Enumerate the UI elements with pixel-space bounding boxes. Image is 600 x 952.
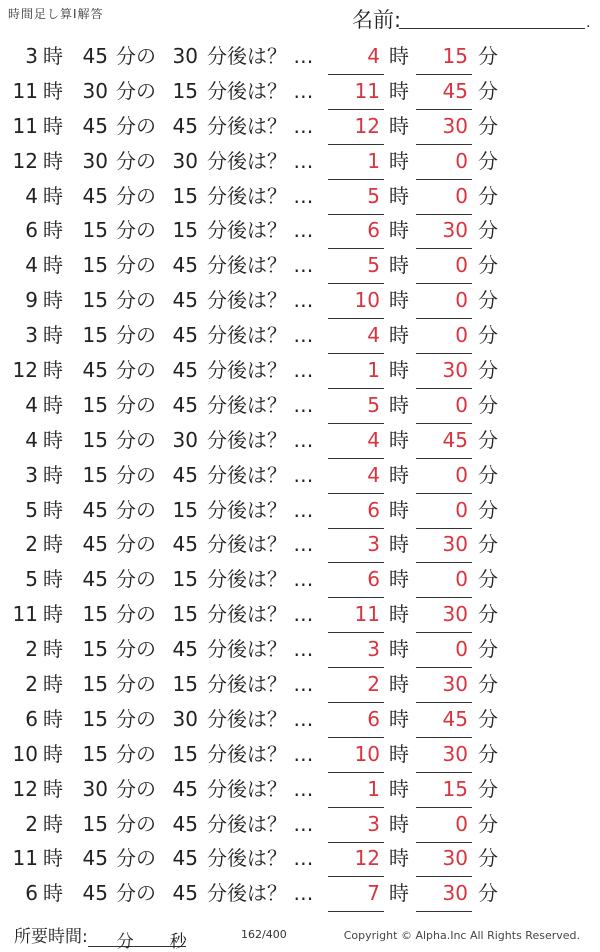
minute-of-label: 分の <box>116 113 156 138</box>
answer-minute[interactable]: 30 <box>416 114 472 145</box>
start-hour: 11 <box>12 602 38 627</box>
hour-unit: 時 <box>43 323 63 348</box>
answer-hour-unit: 時 <box>389 532 409 557</box>
problem-row <box>0 389 600 424</box>
minute-of-label: 分の <box>116 427 156 452</box>
added-minutes: 45 <box>172 881 198 906</box>
start-hour: 6 <box>25 706 38 731</box>
answer-minute[interactable]: 0 <box>416 323 472 354</box>
start-hour: 4 <box>25 183 38 208</box>
problem-row <box>0 842 600 877</box>
problem-row <box>0 459 600 494</box>
answer-minute[interactable]: 30 <box>416 846 472 877</box>
answer-hour[interactable]: 10 <box>328 742 384 773</box>
answer-hour-unit: 時 <box>389 881 409 906</box>
answer-minute-unit: 分 <box>478 637 498 662</box>
answer-minute-unit: 分 <box>478 881 498 906</box>
problem-row <box>0 808 600 843</box>
answer-hour[interactable]: 6 <box>328 498 384 529</box>
problem-row <box>0 877 600 912</box>
answer-minute-unit: 分 <box>478 113 498 138</box>
minute-of-label: 分の <box>116 846 156 871</box>
added-minutes: 30 <box>172 706 198 731</box>
answer-minute-unit: 分 <box>478 148 498 173</box>
answer-hour-unit: 時 <box>389 288 409 313</box>
copyright-notice: Copyright © Alpha.Inc All Rights Reserved. <box>343 929 580 942</box>
answer-hour-unit: 時 <box>389 811 409 836</box>
answer-hour[interactable]: 11 <box>328 602 384 633</box>
problem-row <box>0 494 600 529</box>
page-number: 162/400 <box>241 928 287 941</box>
answer-hour[interactable]: 11 <box>328 79 384 110</box>
problem-row <box>0 249 600 284</box>
seconds-unit: 秒 <box>169 932 187 952</box>
answer-minute[interactable]: 30 <box>416 532 472 563</box>
answer-minute[interactable]: 30 <box>416 218 472 249</box>
answer-minute-unit: 分 <box>478 358 498 383</box>
answer-hour[interactable]: 6 <box>328 707 384 738</box>
minute-of-label: 分の <box>116 532 156 557</box>
start-minute: 45 <box>82 846 108 871</box>
hour-unit: 時 <box>43 706 63 731</box>
start-hour: 6 <box>25 881 38 906</box>
start-minute: 15 <box>82 392 108 417</box>
minute-of-label: 分の <box>116 358 156 383</box>
minutes-later-label: 分後は？ … <box>207 846 314 871</box>
start-minute: 45 <box>82 567 108 592</box>
added-minutes: 45 <box>172 253 198 278</box>
hour-unit: 時 <box>43 218 63 243</box>
added-minutes: 15 <box>172 78 198 103</box>
problem-row <box>0 214 600 249</box>
answer-minute[interactable]: 45 <box>416 428 472 459</box>
start-minute: 15 <box>82 637 108 662</box>
problem-row <box>0 738 600 773</box>
start-minute: 15 <box>82 218 108 243</box>
answer-minute[interactable]: 0 <box>416 812 472 843</box>
hour-unit: 時 <box>43 637 63 662</box>
start-hour: 10 <box>12 741 38 766</box>
hour-unit: 時 <box>43 392 63 417</box>
added-minutes: 45 <box>172 637 198 662</box>
minutes-later-label: 分後は？ … <box>207 323 314 348</box>
answer-hour-unit: 時 <box>389 741 409 766</box>
start-minute: 15 <box>82 706 108 731</box>
minute-of-label: 分の <box>116 741 156 766</box>
hour-unit: 時 <box>43 462 63 487</box>
answer-hour-unit: 時 <box>389 846 409 871</box>
start-hour: 3 <box>25 323 38 348</box>
answer-minute-unit: 分 <box>478 497 498 522</box>
minute-of-label: 分の <box>116 706 156 731</box>
hour-unit: 時 <box>43 672 63 697</box>
answer-hour[interactable]: 10 <box>328 288 384 319</box>
minutes-later-label: 分後は？ … <box>207 218 314 243</box>
added-minutes: 45 <box>172 288 198 313</box>
answer-hour-unit: 時 <box>389 113 409 138</box>
answer-hour[interactable]: 4 <box>328 323 384 354</box>
answer-hour-unit: 時 <box>389 776 409 801</box>
answer-minute[interactable]: 0 <box>416 149 472 180</box>
start-minute: 15 <box>82 462 108 487</box>
answer-minute-unit: 分 <box>478 288 498 313</box>
answer-minute[interactable]: 0 <box>416 253 472 284</box>
minute-of-label: 分の <box>116 392 156 417</box>
minute-of-label: 分の <box>116 672 156 697</box>
minutes-later-label: 分後は？ … <box>207 392 314 417</box>
answer-minute-unit: 分 <box>478 532 498 557</box>
problem-row <box>0 424 600 459</box>
minutes-later-label: 分後は？ … <box>207 811 314 836</box>
start-minute: 45 <box>82 532 108 557</box>
start-hour: 4 <box>25 253 38 278</box>
start-minute: 15 <box>82 811 108 836</box>
answer-hour-unit: 時 <box>389 392 409 417</box>
answer-hour-unit: 時 <box>389 637 409 662</box>
answer-minute[interactable]: 0 <box>416 567 472 598</box>
start-minute: 45 <box>82 881 108 906</box>
name-underline[interactable] <box>399 28 585 29</box>
elapsed-time-label: 所要時間: <box>14 927 88 947</box>
start-hour: 9 <box>25 288 38 313</box>
start-hour: 12 <box>12 358 38 383</box>
answer-minute[interactable]: 30 <box>416 881 472 912</box>
answer-hour-unit: 時 <box>389 148 409 173</box>
answer-minute-unit: 分 <box>478 78 498 103</box>
name-period: . <box>586 15 591 31</box>
hour-unit: 時 <box>43 253 63 278</box>
hour-unit: 時 <box>43 358 63 383</box>
problem-row <box>0 528 600 563</box>
answer-minute-unit: 分 <box>478 811 498 836</box>
answer-minute-unit: 分 <box>478 602 498 627</box>
answer-hour[interactable]: 12 <box>328 846 384 877</box>
minute-of-label: 分の <box>116 148 156 173</box>
answer-hour[interactable]: 3 <box>328 637 384 668</box>
added-minutes: 45 <box>172 776 198 801</box>
minutes-later-label: 分後は？ … <box>207 672 314 697</box>
elapsed-time-blank[interactable] <box>88 928 187 952</box>
minute-of-label: 分の <box>116 183 156 208</box>
answer-hour[interactable]: 6 <box>328 218 384 249</box>
answer-minute-unit: 分 <box>478 567 498 592</box>
problem-row <box>0 703 600 738</box>
hour-unit: 時 <box>43 567 63 592</box>
problem-row <box>0 598 600 633</box>
answer-hour-unit: 時 <box>389 567 409 592</box>
problem-row <box>0 75 600 110</box>
start-minute: 15 <box>82 602 108 627</box>
start-minute: 45 <box>82 497 108 522</box>
start-hour: 11 <box>12 846 38 871</box>
answer-minute-unit: 分 <box>478 846 498 871</box>
minutes-later-label: 分後は？ … <box>207 358 314 383</box>
answer-hour[interactable]: 7 <box>328 881 384 912</box>
problem-row <box>0 354 600 389</box>
start-hour: 5 <box>25 497 38 522</box>
answer-minute[interactable]: 0 <box>416 288 472 319</box>
problem-row <box>0 319 600 354</box>
start-minute: 15 <box>82 323 108 348</box>
hour-unit: 時 <box>43 532 63 557</box>
start-minute: 15 <box>82 253 108 278</box>
problem-row <box>0 40 600 75</box>
start-hour: 4 <box>25 427 38 452</box>
added-minutes: 30 <box>172 44 198 68</box>
added-minutes: 45 <box>172 811 198 836</box>
answer-minute[interactable]: 0 <box>416 498 472 529</box>
added-minutes: 45 <box>172 358 198 383</box>
minutes-later-label: 分後は？ … <box>207 602 314 627</box>
answer-hour-unit: 時 <box>389 358 409 383</box>
answer-minute-unit: 分 <box>478 253 498 278</box>
worksheet-title: 時間足し算I解答 <box>8 7 104 21</box>
start-minute: 45 <box>82 44 108 68</box>
answer-hour-unit: 時 <box>389 672 409 697</box>
added-minutes: 15 <box>172 183 198 208</box>
answer-hour[interactable]: 2 <box>328 672 384 703</box>
hour-unit: 時 <box>43 776 63 801</box>
hour-unit: 時 <box>43 846 63 871</box>
start-hour: 2 <box>25 637 38 662</box>
start-hour: 3 <box>25 462 38 487</box>
hour-unit: 時 <box>43 427 63 452</box>
added-minutes: 15 <box>172 218 198 243</box>
answer-minute-unit: 分 <box>478 44 498 68</box>
added-minutes: 45 <box>172 846 198 871</box>
answer-hour-unit: 時 <box>389 462 409 487</box>
added-minutes: 15 <box>172 567 198 592</box>
name-label: 名前: <box>352 8 402 32</box>
added-minutes: 45 <box>172 323 198 348</box>
minutes-later-label: 分後は？ … <box>207 113 314 138</box>
elapsed-time-field <box>14 922 187 952</box>
answer-minute[interactable]: 0 <box>416 393 472 424</box>
minute-of-label: 分の <box>116 462 156 487</box>
answer-minute[interactable]: 30 <box>416 358 472 389</box>
minutes-later-label: 分後は？ … <box>207 532 314 557</box>
answer-hour[interactable]: 3 <box>328 812 384 843</box>
answer-hour[interactable]: 12 <box>328 114 384 145</box>
problem-row <box>0 773 600 808</box>
answer-minute-unit: 分 <box>478 776 498 801</box>
start-hour: 2 <box>25 532 38 557</box>
answer-hour-unit: 時 <box>389 323 409 348</box>
hour-unit: 時 <box>43 288 63 313</box>
answer-minute-unit: 分 <box>478 323 498 348</box>
minutes-later-label: 分後は？ … <box>207 637 314 662</box>
hour-unit: 時 <box>43 78 63 103</box>
answer-hour-unit: 時 <box>389 497 409 522</box>
answer-hour[interactable]: 5 <box>328 253 384 284</box>
minutes-later-label: 分後は？ … <box>207 44 314 68</box>
start-minute: 45 <box>82 113 108 138</box>
answer-hour[interactable]: 4 <box>328 428 384 459</box>
start-minute: 15 <box>82 741 108 766</box>
answer-minute-unit: 分 <box>478 672 498 697</box>
minute-of-label: 分の <box>116 78 156 103</box>
answer-hour[interactable]: 6 <box>328 567 384 598</box>
hour-unit: 時 <box>43 183 63 208</box>
answer-hour-unit: 時 <box>389 706 409 731</box>
minutes-later-label: 分後は？ … <box>207 881 314 906</box>
answer-hour-unit: 時 <box>389 183 409 208</box>
answer-hour[interactable]: 4 <box>328 44 384 75</box>
minutes-later-label: 分後は？ … <box>207 462 314 487</box>
minute-of-label: 分の <box>116 811 156 836</box>
answer-hour[interactable]: 1 <box>328 358 384 389</box>
answer-minute[interactable]: 30 <box>416 602 472 633</box>
start-hour: 6 <box>25 218 38 243</box>
added-minutes: 45 <box>172 532 198 557</box>
answer-minute-unit: 分 <box>478 392 498 417</box>
added-minutes: 45 <box>172 462 198 487</box>
name-field[interactable] <box>352 4 590 30</box>
minutes-later-label: 分後は？ … <box>207 741 314 766</box>
added-minutes: 15 <box>172 741 198 766</box>
minutes-later-label: 分後は？ … <box>207 253 314 278</box>
minute-of-label: 分の <box>116 44 156 68</box>
start-hour: 11 <box>12 113 38 138</box>
answer-hour[interactable]: 5 <box>328 393 384 424</box>
answer-minute-unit: 分 <box>478 462 498 487</box>
answer-hour[interactable]: 1 <box>328 149 384 180</box>
minutes-later-label: 分後は？ … <box>207 427 314 452</box>
answer-minute-unit: 分 <box>478 706 498 731</box>
minute-of-label: 分の <box>116 218 156 243</box>
start-minute: 15 <box>82 427 108 452</box>
minutes-later-label: 分後は？ … <box>207 706 314 731</box>
answer-minute-unit: 分 <box>478 218 498 243</box>
answer-minute[interactable]: 45 <box>416 707 472 738</box>
answer-hour[interactable]: 3 <box>328 532 384 563</box>
answer-hour-unit: 時 <box>389 427 409 452</box>
answer-minute[interactable]: 0 <box>416 184 472 215</box>
minutes-later-label: 分後は？ … <box>207 567 314 592</box>
answer-minute[interactable]: 30 <box>416 672 472 703</box>
problem-row <box>0 145 600 180</box>
answer-minute-unit: 分 <box>478 741 498 766</box>
added-minutes: 30 <box>172 148 198 173</box>
minutes-later-label: 分後は？ … <box>207 288 314 313</box>
answer-hour[interactable]: 1 <box>328 777 384 808</box>
answer-hour-unit: 時 <box>389 78 409 103</box>
minute-of-label: 分の <box>116 776 156 801</box>
answer-minute-unit: 分 <box>478 427 498 452</box>
minutes-later-label: 分後は？ … <box>207 183 314 208</box>
minute-of-label: 分の <box>116 323 156 348</box>
start-hour: 5 <box>25 567 38 592</box>
minutes-later-label: 分後は？ … <box>207 78 314 103</box>
problem-row <box>0 110 600 145</box>
answer-hour-unit: 時 <box>389 602 409 627</box>
minute-of-label: 分の <box>116 602 156 627</box>
answer-minute[interactable]: 45 <box>416 79 472 110</box>
problem-row <box>0 284 600 319</box>
answer-minute[interactable]: 0 <box>416 637 472 668</box>
added-minutes: 45 <box>172 113 198 138</box>
start-hour: 12 <box>12 148 38 173</box>
minute-of-label: 分の <box>116 567 156 592</box>
minute-of-label: 分の <box>116 253 156 278</box>
minute-of-label: 分の <box>116 288 156 313</box>
start-hour: 11 <box>12 78 38 103</box>
minutes-unit: 分 <box>116 932 134 952</box>
answer-hour-unit: 時 <box>389 44 409 68</box>
minute-of-label: 分の <box>116 881 156 906</box>
start-hour: 12 <box>12 776 38 801</box>
hour-unit: 時 <box>43 44 63 68</box>
start-minute: 30 <box>82 78 108 103</box>
start-minute: 30 <box>82 148 108 173</box>
answer-hour-unit: 時 <box>389 218 409 243</box>
problem-row <box>0 563 600 598</box>
problem-row <box>0 633 600 668</box>
answer-hour[interactable]: 4 <box>328 463 384 494</box>
hour-unit: 時 <box>43 113 63 138</box>
problem-row <box>0 180 600 215</box>
added-minutes: 15 <box>172 602 198 627</box>
start-minute: 15 <box>82 672 108 697</box>
hour-unit: 時 <box>43 148 63 173</box>
problem-list <box>0 40 600 912</box>
answer-hour[interactable]: 5 <box>328 184 384 215</box>
start-minute: 45 <box>82 183 108 208</box>
minutes-later-label: 分後は？ … <box>207 776 314 801</box>
answer-minute[interactable]: 0 <box>416 463 472 494</box>
answer-minute[interactable]: 15 <box>416 44 472 75</box>
start-minute: 30 <box>82 776 108 801</box>
hour-unit: 時 <box>43 741 63 766</box>
minute-of-label: 分の <box>116 637 156 662</box>
hour-unit: 時 <box>43 602 63 627</box>
answer-hour-unit: 時 <box>389 253 409 278</box>
added-minutes: 15 <box>172 672 198 697</box>
start-hour: 3 <box>25 44 38 68</box>
start-hour: 4 <box>25 392 38 417</box>
start-minute: 15 <box>82 288 108 313</box>
minute-of-label: 分の <box>116 497 156 522</box>
added-minutes: 15 <box>172 497 198 522</box>
hour-unit: 時 <box>43 811 63 836</box>
answer-minute-unit: 分 <box>478 183 498 208</box>
answer-minute[interactable]: 30 <box>416 742 472 773</box>
start-hour: 2 <box>25 672 38 697</box>
added-minutes: 30 <box>172 427 198 452</box>
answer-minute[interactable]: 15 <box>416 777 472 808</box>
start-minute: 45 <box>82 358 108 383</box>
minutes-later-label: 分後は？ … <box>207 497 314 522</box>
added-minutes: 45 <box>172 392 198 417</box>
problem-row <box>0 668 600 703</box>
start-hour: 2 <box>25 811 38 836</box>
minutes-later-label: 分後は？ … <box>207 148 314 173</box>
hour-unit: 時 <box>43 881 63 906</box>
hour-unit: 時 <box>43 497 63 522</box>
